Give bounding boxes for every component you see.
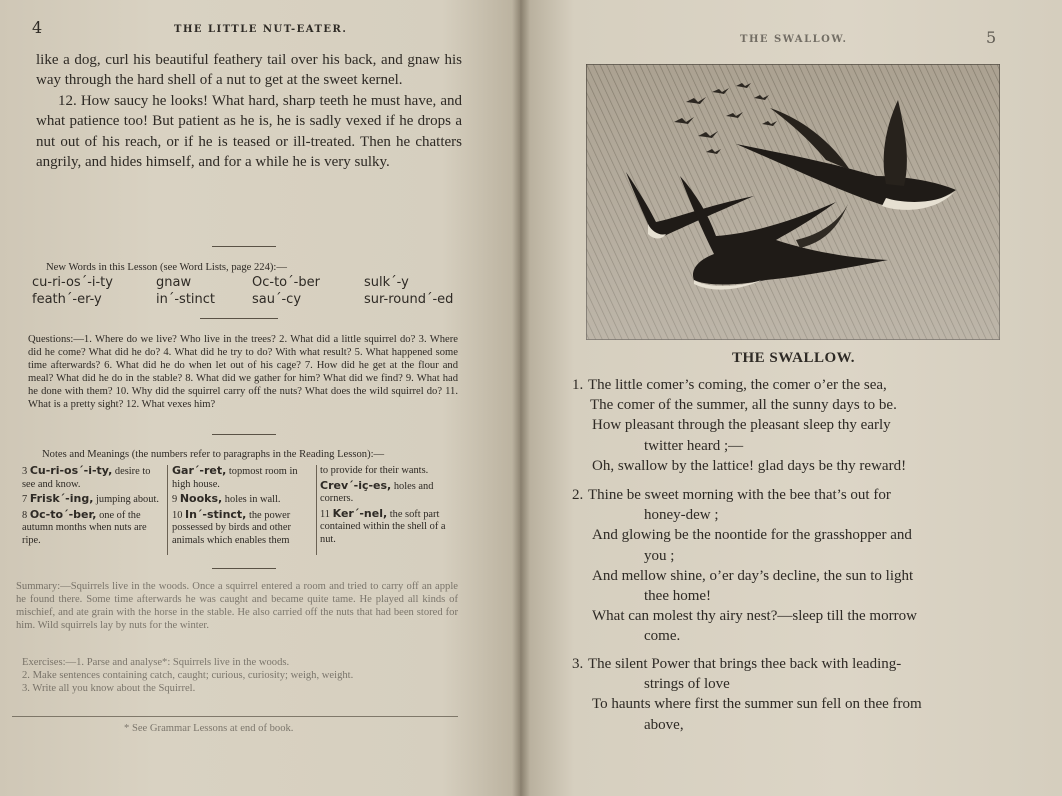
- note-definition: the power possessed by birds and other animals which enables them: [172, 509, 291, 546]
- poem-line: thee home!: [644, 588, 712, 605]
- poem-line: To haunts where first the summer sun fell on thee from: [592, 696, 922, 713]
- divider: [212, 246, 276, 247]
- poem-line: strings of love: [644, 676, 730, 693]
- stanza-number: 1.: [572, 377, 584, 393]
- note-term: In´-stinct,: [185, 507, 247, 521]
- main-text-left: [36, 50, 462, 172]
- notes-column-3: [320, 465, 460, 547]
- poem-line: come.: [644, 628, 681, 645]
- note-entry: [320, 480, 460, 506]
- note-term: Gar´-ret,: [172, 464, 227, 477]
- questions: Questions:—1. Where do we live? Who live in the trees? 2. What did a little squirrel do? 3. Where did he come? What did he do? 4. What did he try to do? With what result? 5. What happened some time afterwards? 6. What did he do when let out of his cage? 7. How did he get at the flour and meal? What did he do in the stable? 8. What did we gather for him? What did we find? 9. What had he done with them? 10. Why did the squirrel carry off the nuts? What does the wild squirrel do? 11. What is a pretty sight? 12. What vexes him?: [28, 334, 458, 410]
- new-word: Oc-to´-ber: [252, 275, 320, 290]
- page-number-left: 4: [32, 18, 43, 37]
- poem-line: And mellow shine, o’er day’s decline, the sun to light: [592, 567, 914, 584]
- new-word: cu-ri-os´-i-ty: [32, 275, 113, 290]
- poem-line: you ;: [644, 547, 675, 564]
- paragraph-12: 12. How saucy he looks! What hard, sharp teeth he must have, and what patience too! But patient as he is, he is sadly vexed if he drops a nut out of his reach, or if he is teased or ill-treated. Then he chatters angrily, and hides himself, and for a while he is very sulky.: [36, 92, 462, 171]
- note-number: 3: [22, 466, 28, 477]
- poem-line: Oh, swallow by the lattice! glad days be thy reward!: [592, 457, 907, 474]
- poem-line: What can molest thy airy nest?—sleep till the morrow: [592, 608, 917, 625]
- note-term: Crev´-iç-es,: [320, 478, 392, 492]
- column-divider: [167, 465, 168, 555]
- stanza-number: 2.: [572, 487, 584, 503]
- exercise-1: Exercises:—1. Parse and analyse*: Squirrels live in the woods.: [22, 657, 290, 668]
- note-number: 7: [22, 494, 28, 506]
- note-definition: one of the autumn months when nuts are ripe.: [22, 509, 147, 546]
- new-words-heading: New Words in this Lesson (see Word Lists, page 224):—: [46, 262, 287, 273]
- footnote-rule: [12, 716, 458, 717]
- stanza-3: [572, 654, 1028, 735]
- stanza-1: [572, 375, 1028, 476]
- new-words-row: [32, 275, 472, 292]
- exercise-3: 3. Write all you know about the Squirrel.: [22, 683, 196, 694]
- note-definition: to provide for their wants.: [320, 465, 429, 476]
- poem-line: twitter heard ;—: [644, 437, 744, 454]
- new-words-row: [32, 292, 472, 309]
- running-head-right: THE SWALLOW.: [740, 34, 848, 45]
- column-divider: [316, 465, 317, 555]
- poem-line: The little comer’s coming, the comer o’er the sea,: [588, 377, 887, 393]
- swallows-engraving: [586, 64, 1000, 340]
- new-word: feath´-er-y: [32, 292, 102, 307]
- divider: [200, 318, 278, 319]
- note-number: 9: [172, 494, 178, 506]
- note-term: Cu-ri-os´-i-ty,: [29, 464, 113, 477]
- poem-line: The silent Power that brings thee back with leading-: [588, 656, 902, 672]
- new-word: sau´-cy: [252, 292, 302, 307]
- note-entry: [172, 509, 312, 548]
- note-definition: holes and corners.: [320, 480, 434, 505]
- note-definition: desire to see and know.: [22, 466, 151, 490]
- note-definition: the soft part contained within the shell of a nut.: [320, 508, 446, 545]
- swallows-illustration: [586, 64, 1000, 340]
- notes-heading: Notes and Meanings (the numbers refer to paragraphs in the Reading Lesson):—: [42, 449, 385, 460]
- divider: [212, 568, 276, 569]
- footnote: * See Grammar Lessons at end of book.: [124, 723, 294, 734]
- new-word: in´-stinct: [156, 292, 216, 307]
- stanza-number: 3.: [572, 656, 584, 672]
- note-number: 11: [320, 508, 331, 520]
- left-page: [0, 0, 520, 796]
- note-entry: [22, 465, 162, 491]
- book-gutter: [512, 0, 530, 796]
- note-entry: [320, 465, 460, 478]
- note-entry: [22, 493, 162, 507]
- new-word: sulk´-y: [364, 275, 409, 290]
- right-page: [520, 0, 1062, 796]
- poem-line: The comer of the summer, all the sunny days to be.: [590, 397, 897, 414]
- note-entry: [22, 509, 162, 548]
- note-entry: [172, 465, 312, 491]
- stanza-2: [572, 485, 1028, 647]
- note-entry: [172, 493, 312, 507]
- divider: [212, 434, 276, 435]
- note-number: 8: [22, 509, 28, 521]
- note-number: 10: [172, 509, 183, 521]
- new-words-table: [32, 275, 472, 309]
- note-term: Nooks,: [179, 492, 223, 506]
- note-definition: topmost room in high house.: [172, 466, 298, 490]
- note-definition: holes in wall.: [224, 494, 281, 506]
- paragraph-continued: like a dog, curl his beautiful feathery tail over his back, and gnaw his way through the hard shell of a nut to get at the sweet kernel.: [36, 52, 462, 89]
- poem-line: How pleasant through the pleasant sleep thy early: [592, 417, 891, 434]
- note-term: Ker´-nel,: [332, 506, 388, 520]
- note-definition: jumping about.: [96, 494, 159, 506]
- poem-line: above,: [644, 716, 684, 733]
- notes-column-1: [22, 465, 162, 548]
- notes-column-2: [172, 465, 312, 548]
- summary: Summary:—Squirrels live in the woods. Once a squirrel entered a room and tried to carry off an apple he found there. Some time afterwards he was caught and became quite tame. He played all kinds of mischief, and ate grain with the horse in the stable. He also carried off the nuts that had been stored for him. Wild squirrels lay by nuts for the winter.: [16, 581, 458, 631]
- new-word: gnaw: [156, 275, 192, 290]
- exercises: [22, 656, 462, 695]
- poem-title: THE SWALLOW.: [732, 350, 855, 366]
- new-word: sur-round´-ed: [364, 292, 454, 307]
- poem-line: And glowing be the noontide for the grasshopper and: [592, 527, 912, 544]
- page-number-right: 5: [986, 28, 997, 47]
- running-head-left: THE LITTLE NUT-EATER.: [174, 24, 348, 35]
- note-term: Oc-to´-ber,: [29, 507, 97, 521]
- poem-line: honey-dew ;: [644, 507, 719, 524]
- poem-line: Thine be sweet morning with the bee that’s out for: [588, 487, 891, 503]
- exercise-2: 2. Make sentences containing catch, caught; curious, curiosity; weigh, weight.: [22, 670, 354, 681]
- note-term: Frisk´-ing,: [29, 492, 94, 506]
- note-entry: [320, 508, 460, 547]
